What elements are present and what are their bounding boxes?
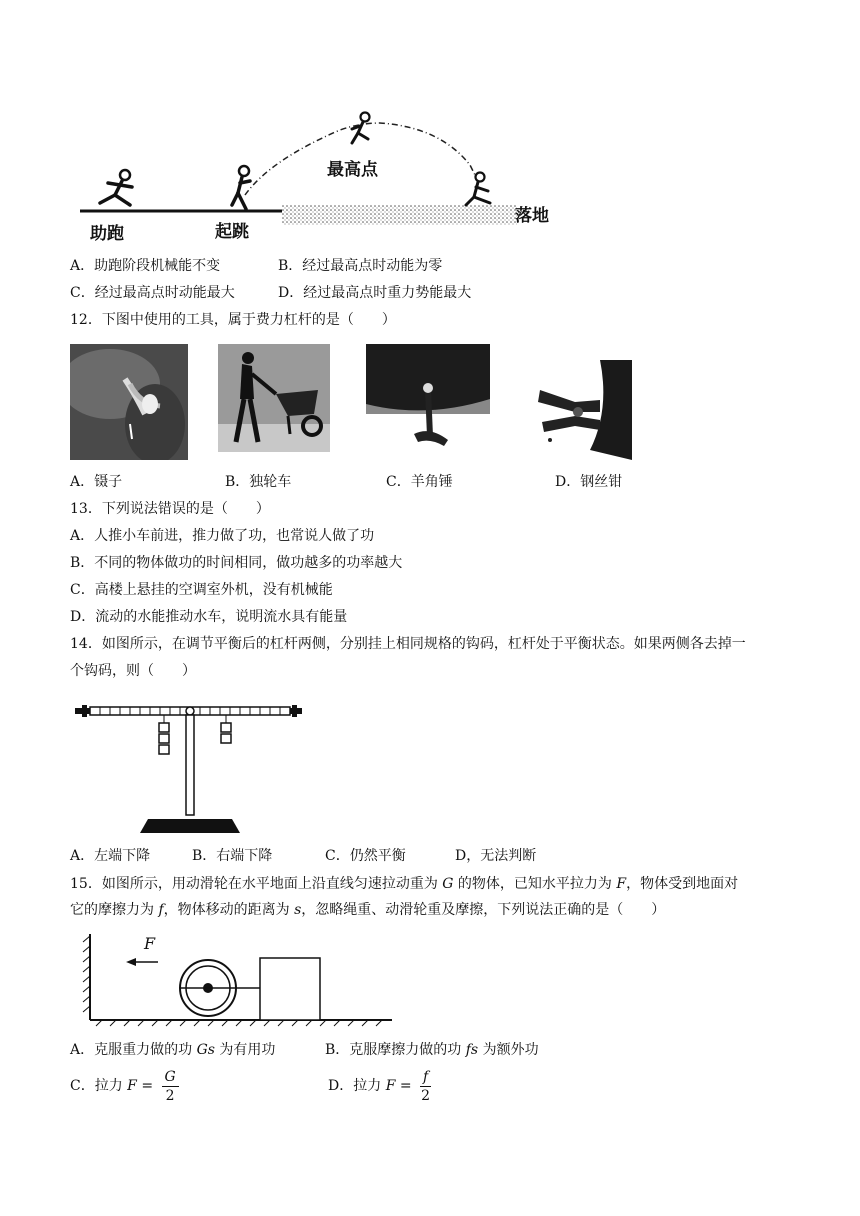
q11-option-b[interactable]: B．经过最高点时动能为零	[278, 258, 443, 274]
q13-option-d[interactable]: D．流动的水能推动水车，说明流水具有能量	[70, 609, 348, 625]
q12-option-c[interactable]: C．羊角锤	[386, 474, 453, 490]
q12-option-b[interactable]: B．独轮车	[225, 474, 292, 490]
force-label: F	[144, 934, 156, 953]
label-run-up: 助跑	[90, 224, 124, 244]
fraction-f-over-2: $\frac{f}{2}$	[421, 1068, 431, 1104]
q12-stem: 12．下图中使用的工具，属于费力杠杆的是（ ）	[70, 312, 396, 328]
q13-option-b[interactable]: B．不同的物体做功的时间相同，做功越多的功率越大	[70, 555, 403, 571]
q15-option-d[interactable]: D．拉力 F = $\frac{f}{2}$	[328, 1068, 431, 1104]
long-jump-figure	[70, 105, 570, 245]
claw-hammer-photo	[366, 344, 490, 462]
lever-balance-figure	[70, 695, 310, 835]
long-jump-drawing	[70, 105, 570, 245]
q13-option-a[interactable]: A．人推小车前进，推力做了功，也常说人做了功	[70, 528, 375, 544]
label-landing: 落地	[515, 206, 549, 226]
label-take-off: 起跳	[215, 222, 249, 242]
q13-option-c[interactable]: C．高楼上悬挂的空调室外机，没有机械能	[70, 582, 333, 598]
wheelbarrow-photo	[218, 344, 330, 452]
landing-figure	[466, 173, 490, 206]
q14-option-b[interactable]: B．右端下降	[192, 848, 273, 864]
q14-option-a[interactable]: A．左端下降	[70, 848, 151, 864]
q15-option-b[interactable]: B．克服摩擦力做的功 fs 为额外功	[325, 1042, 539, 1058]
pulley-figure	[80, 932, 400, 1028]
q15-stem-line2: 它的摩擦力为 f，物体移动的距离为 s，忽略绳重、动滑轮重及摩擦，下列说法正确的是（ ）	[70, 902, 666, 918]
q13-stem: 13．下列说法错误的是（ ）	[70, 501, 270, 517]
fraction-g-over-2: $\frac{G}{2}$	[162, 1068, 179, 1105]
q15-option-a[interactable]: A．克服重力做的功 Gs 为有用功	[70, 1042, 276, 1058]
q15-stem-line1: 15．如图所示，用动滑轮在水平地面上沿直线匀速拉动重为 G 的物体，已知水平拉力为 F，物体受到地面对	[70, 876, 739, 892]
q14-option-d[interactable]: D，无法判断	[455, 848, 537, 864]
q14-option-c[interactable]: C．仍然平衡	[325, 848, 406, 864]
tweezers-photo	[70, 344, 188, 460]
takeoff-figure	[232, 166, 250, 209]
q14-stem-line1: 14．如图所示，在调节平衡后的杠杆两侧，分别挂上相同规格的钩码，杠杆处于平衡状态。如果两侧各去掉一	[70, 636, 746, 652]
q15-option-c[interactable]: C．拉力 F = $\frac{G}{2}$	[70, 1066, 179, 1106]
runner-figure	[100, 170, 132, 205]
q14-stem-line2: 个钩码，则（ ）	[70, 663, 196, 679]
q11-option-c[interactable]: C．经过最高点时动能最大	[70, 285, 235, 301]
q11-option-d[interactable]: D．经过最高点时重力势能最大	[278, 285, 472, 301]
airborne-figure	[352, 113, 370, 144]
q11-option-a[interactable]: A．助跑阶段机械能不变	[70, 258, 221, 274]
q12-option-d[interactable]: D．钢丝钳	[555, 474, 623, 490]
label-highest-point: 最高点	[327, 160, 378, 180]
q12-option-a[interactable]: A．镊子	[70, 474, 123, 490]
pliers-photo	[520, 360, 632, 460]
sand-pit	[282, 205, 517, 225]
